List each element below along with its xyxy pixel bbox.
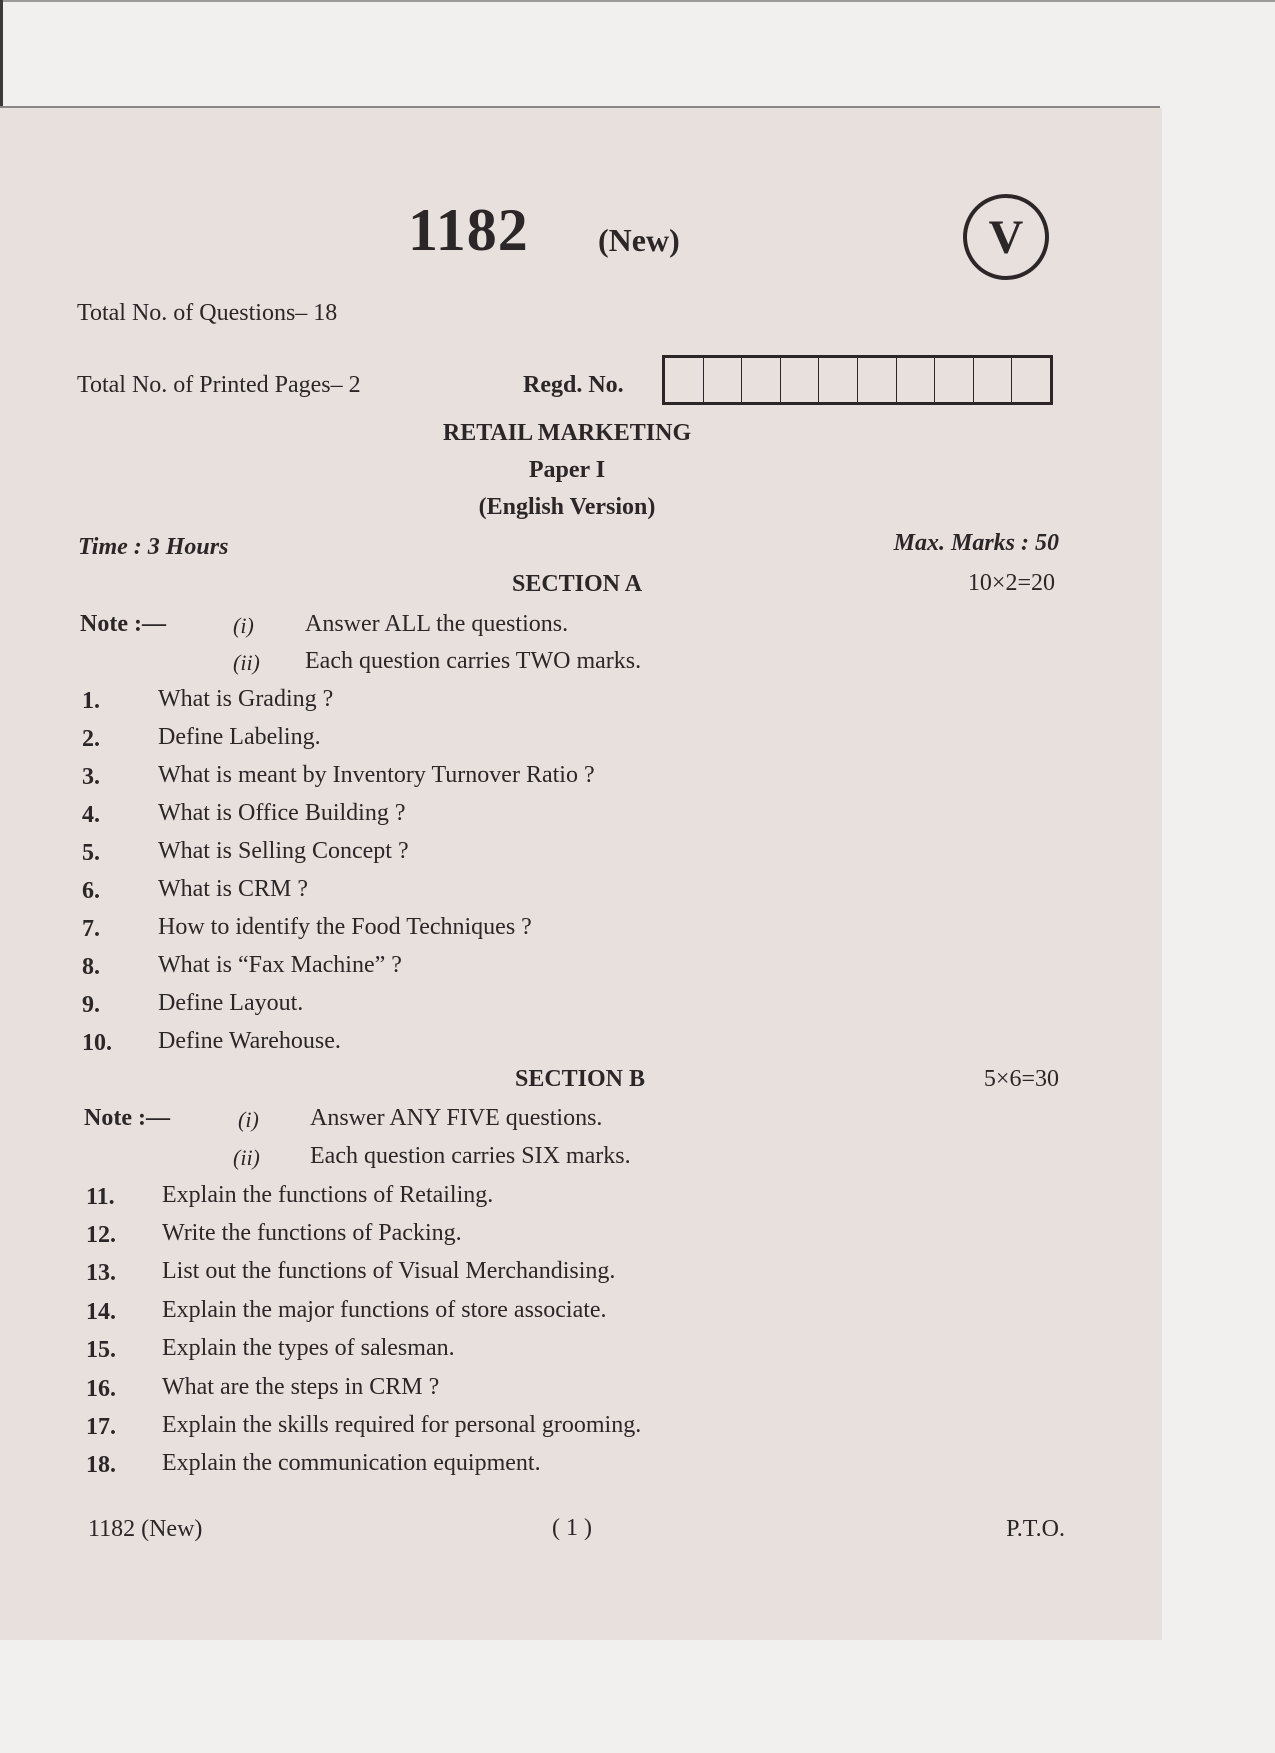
question-text: Define Labeling.	[158, 724, 321, 750]
question-text: Explain the types of salesman.	[162, 1335, 455, 1361]
version-mark-badge	[963, 194, 1049, 280]
page-number: ( 1 )	[552, 1515, 592, 1541]
time-allowed: Time : 3 Hours	[78, 534, 229, 560]
note-number: (ii)	[233, 650, 260, 675]
question-text: What is Selling Concept ?	[158, 838, 409, 864]
question-number: 1.	[82, 688, 100, 714]
regd-box[interactable]	[704, 358, 743, 402]
note-text: Each question carries SIX marks.	[310, 1143, 631, 1169]
total-pages: Total No. of Printed Pages– 2	[77, 372, 361, 398]
regd-box[interactable]	[974, 358, 1013, 402]
question-number: 2.	[82, 726, 100, 752]
note-text: Answer ANY FIVE questions.	[310, 1105, 603, 1131]
question-text: What is CRM ?	[158, 876, 308, 902]
question-number: 3.	[82, 764, 100, 790]
question-number: 16.	[86, 1376, 116, 1402]
regd-box[interactable]	[1012, 358, 1050, 402]
question-number: 6.	[82, 878, 100, 904]
paper-code: 1182	[408, 197, 529, 263]
question-number: 12.	[86, 1222, 116, 1248]
question-number: 18.	[86, 1452, 116, 1478]
paper-sheet	[0, 108, 1162, 1640]
regd-box[interactable]	[742, 358, 781, 402]
question-text: How to identify the Food Techniques ?	[158, 914, 532, 940]
question-text: List out the functions of Visual Merchandising.	[162, 1258, 616, 1284]
question-number: 10.	[82, 1030, 112, 1056]
question-text: Explain the functions of Retailing.	[162, 1182, 494, 1208]
section-b-marks: 5×6=30	[983, 1066, 1059, 1092]
question-number: 5.	[82, 840, 100, 866]
question-text: What is “Fax Machine” ?	[158, 952, 402, 978]
note-text: Answer ALL the questions.	[305, 611, 569, 637]
question-number: 4.	[82, 802, 100, 828]
regd-box[interactable]	[781, 358, 820, 402]
regd-box[interactable]	[665, 358, 704, 402]
question-number: 17.	[86, 1414, 116, 1440]
note-number: (i)	[238, 1107, 259, 1132]
footer-code: 1182 (New)	[88, 1516, 203, 1542]
language-version: (English Version)	[478, 494, 656, 520]
paper-code-suffix: (New)	[598, 222, 680, 258]
question-number: 8.	[82, 954, 100, 980]
note-number: (ii)	[233, 1145, 260, 1170]
question-number: 7.	[82, 916, 100, 942]
paper-number: Paper I	[528, 457, 606, 483]
question-text: Define Layout.	[158, 990, 304, 1016]
subject-title: RETAIL MARKETING	[442, 420, 692, 446]
question-text: Explain the communication equipment.	[162, 1450, 541, 1476]
note-number: (i)	[233, 613, 254, 638]
question-number: 9.	[82, 992, 100, 1018]
note-text: Each question carries TWO marks.	[305, 648, 642, 674]
question-text: Define Warehouse.	[158, 1028, 341, 1054]
question-number: 14.	[86, 1299, 116, 1325]
regd-number-boxes[interactable]	[662, 355, 1053, 405]
regd-box[interactable]	[858, 358, 897, 402]
question-text: What is meant by Inventory Turnover Ratio ?	[158, 762, 595, 788]
section-b-note-label: Note :—	[84, 1105, 170, 1131]
question-text: What are the steps in CRM ?	[162, 1374, 440, 1400]
section-b-title: SECTION B	[514, 1066, 646, 1092]
top-border	[0, 0, 1275, 2]
max-marks: Max. Marks : 50	[893, 530, 1059, 556]
question-text: Write the functions of Packing.	[162, 1220, 462, 1246]
question-text: What is Office Building ?	[158, 800, 406, 826]
regd-box[interactable]	[935, 358, 974, 402]
question-text: Explain the major functions of store associate.	[162, 1297, 607, 1323]
regd-box[interactable]	[819, 358, 858, 402]
regd-label: Regd. No.	[523, 372, 624, 398]
question-text: What is Grading ?	[158, 686, 334, 712]
regd-box[interactable]	[897, 358, 936, 402]
section-a-title: SECTION A	[511, 571, 643, 597]
question-number: 13.	[86, 1260, 116, 1286]
version-mark: V	[988, 210, 1024, 264]
left-edge-mark	[0, 0, 3, 108]
question-number: 15.	[86, 1337, 116, 1363]
total-questions: Total No. of Questions– 18	[77, 300, 338, 326]
pto-mark: P.T.O.	[1006, 1516, 1065, 1542]
question-number: 11.	[86, 1184, 115, 1210]
section-a-note-label: Note :—	[80, 611, 166, 637]
question-text: Explain the skills required for personal grooming.	[162, 1412, 642, 1438]
section-a-marks: 10×2=20	[967, 570, 1055, 596]
